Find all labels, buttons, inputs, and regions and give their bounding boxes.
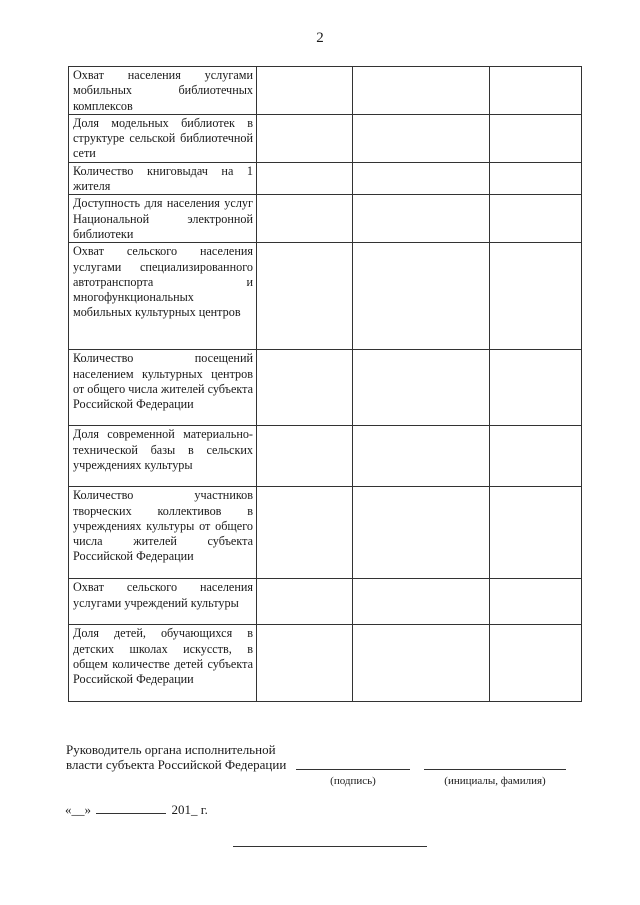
table-row: [69, 162, 582, 195]
page-number: 2: [316, 30, 324, 46]
value-cell: [353, 114, 490, 162]
signer-title: [66, 742, 286, 772]
value-cell: [257, 625, 353, 702]
table-row: [69, 426, 582, 487]
table-row: [69, 243, 582, 350]
value-cell: [353, 579, 490, 625]
value-cell: [353, 426, 490, 487]
date-line: [65, 802, 208, 818]
table-row: [69, 114, 582, 162]
value-cell: [257, 67, 353, 115]
value-cell: [353, 625, 490, 702]
closing-divider: [233, 846, 427, 847]
indicator-label: Количество книговыдач на 1 жителя: [69, 162, 257, 195]
table-row: [69, 579, 582, 625]
indicator-label: Охват населения услугами мобильных библиотечных комплексов: [69, 67, 257, 115]
value-cell: [257, 487, 353, 579]
date-year: 201_ г.: [171, 802, 208, 817]
value-cell: [257, 243, 353, 350]
value-cell: [490, 195, 582, 243]
value-cell: [353, 195, 490, 243]
table-row: [69, 625, 582, 702]
value-cell: [257, 195, 353, 243]
value-cell: [257, 579, 353, 625]
signature-line: [296, 769, 410, 770]
indicator-label: Количество посещений населением культурных центров от общего числа жителей субъекта Российской Федерации: [69, 350, 257, 426]
table-row: [69, 67, 582, 115]
table-row: [69, 487, 582, 579]
indicator-label: Охват сельского населения услугами специализированного автотранспорта и многофункциональных мобильных культурных центров: [69, 243, 257, 350]
name-line: [424, 769, 566, 770]
indicator-label: Доля детей, обучающихся в детских школах искусств, в общем количестве детей субъекта Российской Федерации: [69, 625, 257, 702]
indicator-label: Доступность для населения услуг Национальной электронной библиотеки: [69, 195, 257, 243]
value-cell: [490, 625, 582, 702]
value-cell: [490, 426, 582, 487]
signer-line-1: Руководитель органа исполнительной: [66, 742, 276, 757]
value-cell: [257, 350, 353, 426]
value-cell: [490, 350, 582, 426]
signer-line-2: власти субъекта Российской Федерации: [66, 757, 287, 772]
value-cell: [490, 67, 582, 115]
value-cell: [257, 162, 353, 195]
value-cell: [353, 350, 490, 426]
indicator-label: Доля современной материально-технической базы в сельских учреждениях культуры: [69, 426, 257, 487]
date-day: «__»: [65, 802, 91, 817]
value-cell: [490, 114, 582, 162]
value-cell: [490, 579, 582, 625]
indicators-table: [68, 66, 582, 702]
table-row: [69, 350, 582, 426]
date-month-blank: [96, 803, 166, 814]
indicator-label: Количество участников творческих коллективов в учреждениях культуры от общего числа жителей субъекта Российской Федерации: [69, 487, 257, 579]
name-caption: (инициалы, фамилия): [444, 775, 546, 787]
value-cell: [353, 67, 490, 115]
signature-caption: (подпись): [330, 775, 376, 787]
value-cell: [490, 487, 582, 579]
value-cell: [257, 426, 353, 487]
value-cell: [490, 243, 582, 350]
indicator-label: Охват сельского населения услугами учреждений культуры: [69, 579, 257, 625]
indicator-label: Доля модельных библиотек в структуре сельской библиотечной сети: [69, 114, 257, 162]
value-cell: [257, 114, 353, 162]
value-cell: [353, 162, 490, 195]
value-cell: [353, 243, 490, 350]
table-row: [69, 195, 582, 243]
value-cell: [353, 487, 490, 579]
value-cell: [490, 162, 582, 195]
